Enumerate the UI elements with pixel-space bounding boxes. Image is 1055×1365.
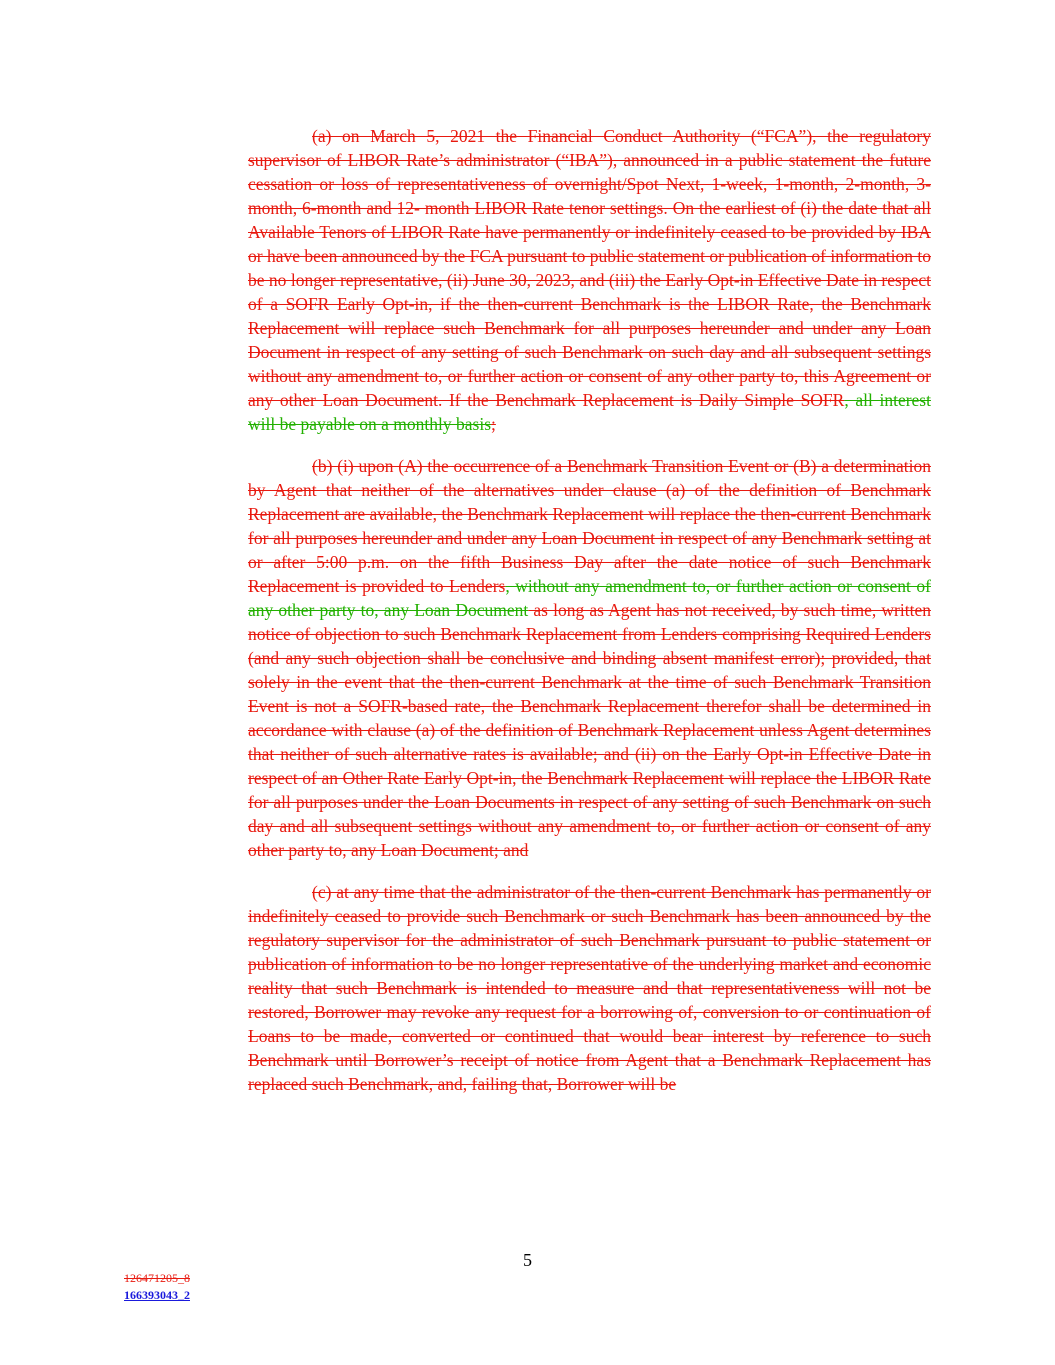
paragraph-a	[248, 124, 931, 436]
paragraph-c	[248, 880, 931, 1096]
deleted-document-id: 126471205_8	[124, 1271, 190, 1285]
deleted-text: ;	[491, 414, 496, 434]
inserted-document-id: 166393043_2	[124, 1288, 190, 1302]
document-body	[248, 124, 931, 1114]
page-number: 5	[523, 1250, 532, 1270]
deleted-text: (c) at any time that the administrator of the then-current Benchmark has permanently or indefinitely ceased to provide such Benchmark or such Benchmark has been announced by the regulatory supervisor for the administrator of such Benchmark pursuant to public statement or publication of information to be no longer representative of the underlying market and economic reality that such Benchmark is intended to measure and that representativeness will not be restored, Borrower may revoke any request for a borrowing of, conversion to or continuation of Loans to be made, converted or continued that would bear interest by reference to such Benchmark until Borrower’s receipt of notice from Agent that a Benchmark Replacement has replaced such Benchmark, and, failing that, Borrower will be	[248, 882, 931, 1094]
inserted-text: , without any amendment to, or further action or consent of any other party to, any Loan Document	[248, 576, 931, 620]
inserted-text: , all interest will be payable on a monthly basis	[248, 390, 931, 434]
deleted-text: (b) (i) upon (A) the occurrence of a Benchmark Transition Event or (B) a determination by Agent that neither of the alternatives under clause (a) of the definition of Benchmark Replacement are available, the Benchmark Replacement will replace the then-current Benchmark for all purposes hereunder and under any Loan Document in respect of any Benchmark setting at or after 5:00 p.m. on the fifth Business Day after the date notice of such Benchmark Replacement is provided to Lenders	[248, 456, 931, 596]
deleted-text: (a) on March 5, 2021 the Financial Conduct Authority (“FCA”), the regulatory supervisor of LIBOR Rate’s administrator (“IBA”), announced in a public statement the future cessation or loss of representativeness of overnight/Spot Next, 1-week, 1-month, 2-month, 3-month, 6-month and 12- month LIBOR Rate tenor settings. On the earliest of (i) the date that all Available Tenors of LIBOR Rate have permanently or indefinitely ceased to be provided by IBA or have been announced by the FCA pursuant to public statement or publication of information to be no longer representative, (ii) June 30, 2023, and (iii) the Early Opt-in Effective Date in respect of a SOFR Early Opt-in, if the then-current Benchmark is the LIBOR Rate, the Benchmark Replacement will replace such Benchmark for all purposes hereunder and under any Loan Document in respect of any setting of such Benchmark on such day and all subsequent settings without any amendment to, or further action or consent of any other party to, this Agreement or any other Loan Document. If the Benchmark Replacement is Daily Simple SOFR	[248, 126, 931, 410]
paragraph-b	[248, 454, 931, 862]
deleted-text: as long as Agent has not received, by such time, written notice of objection to such Benchmark Replacement from Lenders comprising Required Lenders (and any such objection shall be conclusive and binding absent manifest error); provided, that solely in the event that the then-current Benchmark at the time of such Benchmark Transition Event is not a SOFR-based rate, the Benchmark Replacement therefor shall be determined in accordance with clause (a) of the definition of Benchmark Replacement unless Agent determines that neither of such alternative rates is available; and (ii) on the Early Opt-in Effective Date in respect of an Other Rate Early Opt-in, the Benchmark Replacement will replace the LIBOR Rate for all purposes under the Loan Documents in respect of any setting of such Benchmark on such day and all subsequent settings without any amendment to, or further action or consent of any other party to, any Loan Document; and	[248, 600, 931, 860]
